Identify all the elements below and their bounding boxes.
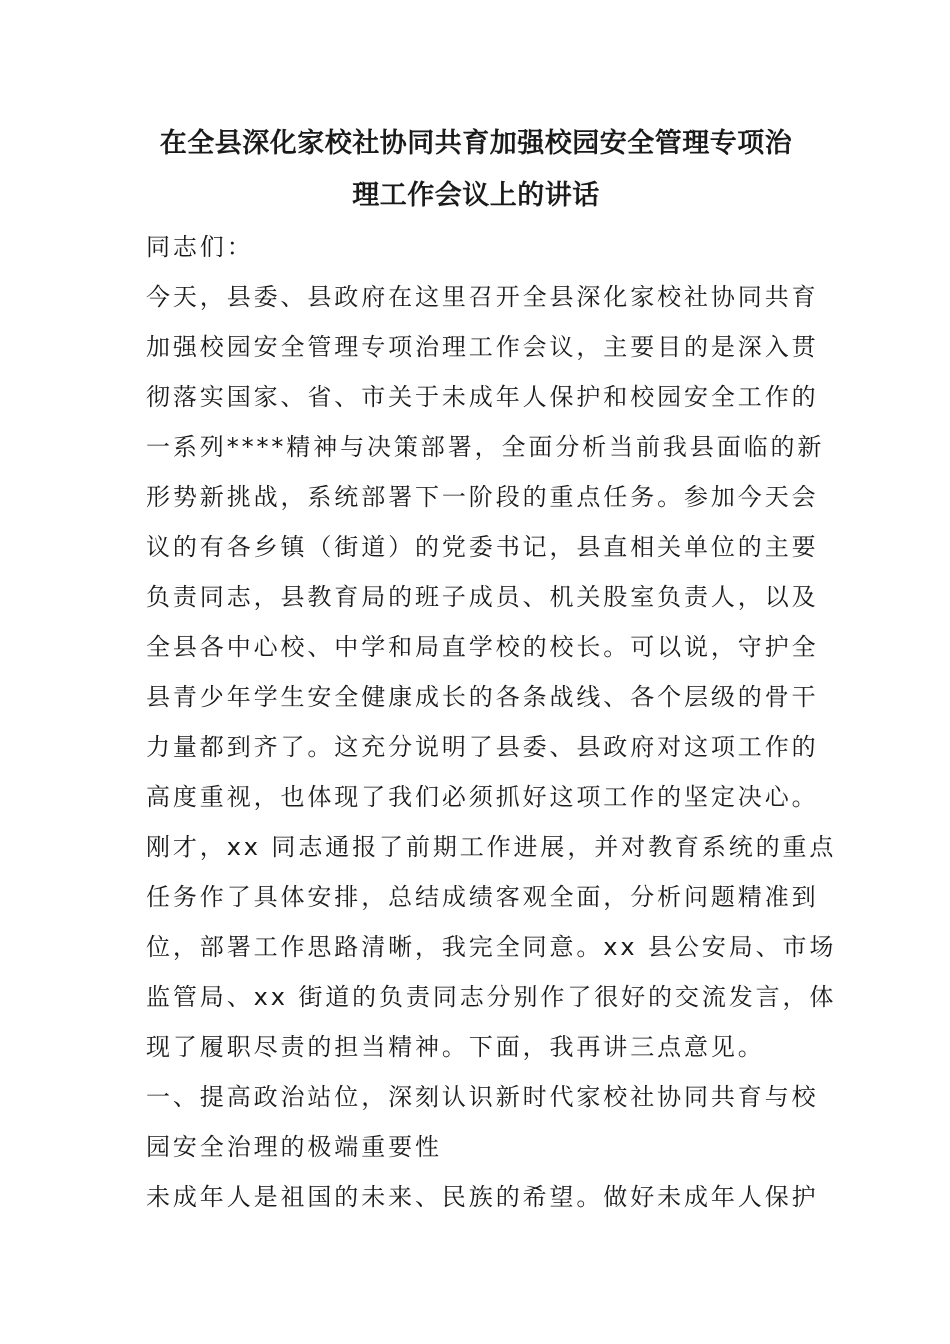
paragraph-opening bbox=[146, 272, 825, 822]
section-heading-line: 园安全治理的极端重要性 bbox=[146, 1133, 442, 1161]
paragraph-line: 任务作了具体安排，总结成绩客观全面，分析问题精准到 bbox=[146, 883, 819, 911]
document-title bbox=[146, 118, 806, 222]
section-heading-1 bbox=[146, 1072, 819, 1172]
title-line-1: 在全县深化家校社协同共育加强校园安全管理专项治 bbox=[159, 128, 793, 159]
paragraph-line: 监管局、xx 街道的负责同志分别作了很好的交流发言，体 bbox=[146, 983, 837, 1011]
paragraph-line: 刚才，xx 同志通报了前期工作进展，并对教育系统的重点 bbox=[146, 833, 837, 861]
document-content bbox=[146, 118, 837, 1222]
paragraph-line: 加强校园安全管理专项治理工作会议，主要目的是深入贯 bbox=[146, 333, 819, 361]
paragraph-response bbox=[146, 822, 837, 1072]
paragraph-line: 负责同志，县教育局的班子成员、机关股室负责人，以及 bbox=[146, 583, 819, 611]
paragraph-section-1-body bbox=[146, 1172, 819, 1222]
paragraph-line: 今天，县委、县政府在这里召开全县深化家校社协同共育 bbox=[146, 283, 819, 311]
title-line-2: 理工作会议上的讲话 bbox=[352, 180, 600, 211]
section-heading-line: 一、提高政治站位，深刻认识新时代家校社协同共育与校 bbox=[146, 1083, 819, 1111]
greeting: 同志们： bbox=[146, 233, 254, 261]
paragraph-line: 位，部署工作思路清晰，我完全同意。xx 县公安局、市场 bbox=[146, 933, 837, 961]
paragraph-line: 未成年人是祖国的未来、民族的希望。做好未成年人保护 bbox=[146, 1183, 819, 1211]
paragraph-line: 力量都到齐了。这充分说明了县委、县政府对这项工作的 bbox=[146, 733, 819, 761]
paragraph-line: 彻落实国家、省、市关于未成年人保护和校园安全工作的 bbox=[146, 383, 819, 411]
paragraph-line: 形势新挑战，系统部署下一阶段的重点任务。参加今天会 bbox=[146, 483, 819, 511]
paragraph-line: 议的有各乡镇（街道）的党委书记，县直相关单位的主要 bbox=[146, 533, 819, 561]
paragraph-line: 全县各中心校、中学和局直学校的校长。可以说，守护全 bbox=[146, 633, 819, 661]
paragraph-line: 一系列****精神与决策部署，全面分析当前我县面临的新 bbox=[146, 433, 825, 461]
paragraph-line: 高度重视，也体现了我们必须抓好这项工作的坚定决心。 bbox=[146, 783, 819, 811]
paragraph-line: 县青少年学生安全健康成长的各条战线、各个层级的骨干 bbox=[146, 683, 819, 711]
paragraph-line: 现了履职尽责的担当精神。下面，我再讲三点意见。 bbox=[146, 1033, 765, 1061]
